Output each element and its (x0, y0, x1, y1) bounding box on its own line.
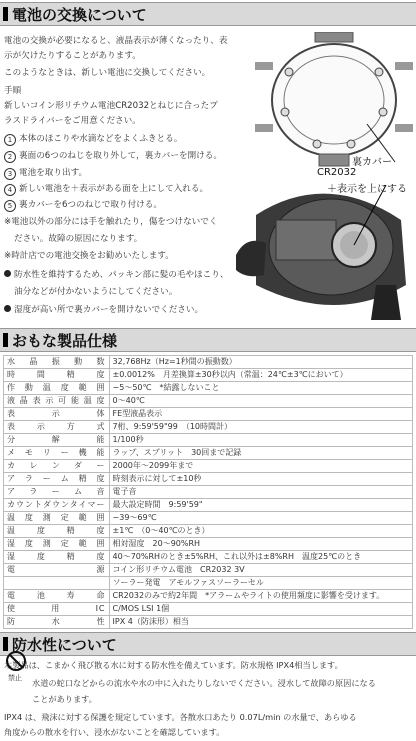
spec-label: アラーム音 (4, 486, 110, 499)
open-watch-photo (236, 175, 416, 325)
bullet-2 (4, 305, 203, 316)
water-line-4: IPX4 は、飛沫に対する保護を規定しています。各散水口あたり 0.07L/min の水量で、あらゆる (4, 712, 357, 722)
step-number-4: 4 (4, 184, 16, 196)
section-header-battery (0, 2, 416, 26)
note-1-line-1: ※電池以外の部分には手を触れたり，傷をつけないでく (4, 217, 218, 227)
step-text-3: 電池を取り出す。 (19, 168, 88, 178)
prohibit-label: 禁止 (8, 674, 22, 682)
spec-row (4, 382, 413, 395)
water-line-3: ことがあります。 (32, 694, 97, 704)
spec-row (4, 590, 413, 603)
step-text-4: 新しい電池を＋表示がある面を上にして入れる。 (19, 184, 209, 194)
procedure-line-2: ラスドライバーをご用意ください。 (4, 116, 141, 126)
spec-row (4, 434, 413, 447)
spec-value: 相対湿度 20〜90%RH (109, 538, 412, 551)
battery-intro-3: このようなときは、新しい電池に交換してください。 (4, 68, 211, 78)
section-header-specs (0, 328, 416, 352)
spec-row (4, 447, 413, 460)
spec-label: 分解能 (4, 434, 110, 447)
step-number-1: 1 (4, 134, 16, 146)
procedure-heading: 手順 (4, 86, 22, 96)
section-title-water: 防水性について (12, 636, 117, 654)
section-title-battery: 電池の交換について (12, 6, 147, 24)
spec-row (4, 538, 413, 551)
spec-label: 使用IC (4, 603, 110, 616)
spec-value: −5〜50℃ *結露しないこと (109, 382, 412, 395)
callout-battery-type: CR2032 (317, 167, 357, 178)
spec-row (4, 486, 413, 499)
spec-value: 2000年〜2099年まで (109, 460, 412, 473)
section-marker (3, 637, 8, 651)
spec-row (4, 460, 413, 473)
spec-row (4, 551, 413, 564)
note-2: ※時計店での電池交換をお勧めいたします。 (4, 251, 174, 261)
spec-row (4, 616, 413, 629)
callout-plus-up: ＋表示を上にする (327, 184, 407, 195)
step-4 (4, 184, 208, 196)
spec-label: 作動温度範囲 (4, 382, 110, 395)
bullet-dot-icon (4, 270, 11, 277)
water-line-5: 角度からの散水を行い、浸水がないことを確認しています。 (4, 727, 225, 737)
step-text-5: 裏カバーを6つのねじで取り付ける。 (19, 200, 162, 210)
step-1 (4, 134, 182, 146)
spec-value: コイン形リチウム電池 CR2032 3V (109, 564, 412, 577)
spec-row (4, 512, 413, 525)
step-text-2: 裏面の6つのねじを取り外して，裏カバーを開ける。 (19, 151, 222, 161)
spec-label: 時間精度 (4, 369, 110, 382)
section-marker (3, 333, 8, 347)
callout-back-cover: 裏カバー (352, 157, 392, 168)
bullet-1-line-1 (4, 270, 228, 281)
procedure-line-1: 新しいコイン形リチウム電池CR2032とねじに合ったプ (4, 101, 218, 111)
section-marker (3, 7, 8, 21)
spec-value: 7桁、9:59'59"99 （10時間計） (109, 421, 412, 434)
note-1-line-2: ださい。故障の原因になります。 (14, 234, 143, 244)
step-number-3: 3 (4, 168, 16, 180)
section-header-water (0, 632, 416, 656)
step-2 (4, 151, 222, 163)
spec-row (4, 473, 413, 486)
spec-label: カウントダウンタイマー (4, 499, 110, 512)
spec-value: ±0.0012% 月差換算±30秒以内（常温：24℃±3℃において） (109, 369, 412, 382)
spec-row (4, 577, 413, 590)
battery-intro-1: 電池の交換が必要になると、液晶表示が薄くなったり、表 (4, 36, 228, 46)
spec-value: ±1℃ （0〜40℃のとき） (109, 525, 412, 538)
spec-label: 液晶表示可能温度 (4, 395, 110, 408)
spec-label: 湿度測定範囲 (4, 538, 110, 551)
spec-label: 水晶振動数 (4, 356, 110, 369)
watch-back-illustration (255, 32, 413, 167)
step-3 (4, 168, 87, 180)
step-5 (4, 200, 162, 212)
step-number-5: 5 (4, 200, 16, 212)
spec-value: FE型液晶表示 (109, 408, 412, 421)
spec-label: メモリー機能 (4, 447, 110, 460)
spec-label: 温度測定範囲 (4, 512, 110, 525)
spec-value: 最大設定時間 9:59'59" (109, 499, 412, 512)
bullet-dot-icon (4, 305, 11, 312)
spec-label: 電池寿命 (4, 590, 110, 603)
spec-value: 0〜40℃ (109, 395, 412, 408)
water-line-1: 本製品は、こまかく飛び散る水に対する防水性を備えています。防水規格 IPX4相当します。 (4, 660, 343, 670)
spec-value: 時刻表示に対して±10秒 (109, 473, 412, 486)
spec-row (4, 603, 413, 616)
spec-label: 表示体 (4, 408, 110, 421)
spec-label (4, 577, 110, 590)
spec-value: −39〜69℃ (109, 512, 412, 525)
battery-intro-2: 示が欠けたりすることがあります。 (4, 51, 141, 61)
spec-row (4, 499, 413, 512)
spec-row (4, 525, 413, 538)
spec-label: 表示方式 (4, 421, 110, 434)
spec-value: 40〜70%RHのとき±5%RH、これ以外は±8%RH 温度25℃のとき (109, 551, 412, 564)
spec-label: 湿度精度 (4, 551, 110, 564)
spec-value: 1/100秒 (109, 434, 412, 447)
spec-table (3, 355, 413, 629)
no-entry-icon (5, 650, 27, 672)
bullet-1-line-2: 油分などが付かないようにしてください。 (14, 287, 178, 297)
spec-row (4, 564, 413, 577)
section-title-specs: おもな製品仕様 (12, 332, 118, 350)
spec-value: ソーラー発電 アモルファスソーラーセル (109, 577, 412, 590)
water-line-2: 水道の蛇口などからの流水や水の中に入れたりしないでください。浸水して故障の原因になる (32, 678, 376, 688)
spec-value: IPX 4（防沫形）相当 (109, 616, 412, 629)
spec-label: 温度精度 (4, 525, 110, 538)
step-text-1: 本体のほこりや水滴などをよくふきとる。 (19, 134, 183, 144)
spec-row (4, 395, 413, 408)
bullet-1-text: 防水性を維持するため、パッキン部に髪の毛やほこり、 (14, 270, 229, 280)
bullet-2-text: 湿度が高い所で裏カバーを開けないでください。 (14, 305, 204, 315)
spec-label: 電源 (4, 564, 110, 577)
spec-row (4, 421, 413, 434)
spec-value: ラップ、スプリット 30回まで記録 (109, 447, 412, 460)
spec-label: 防水性 (4, 616, 110, 629)
spec-value: 電子音 (109, 486, 412, 499)
spec-value: C/MOS LSI 1個 (109, 603, 412, 616)
spec-label: カレンダー (4, 460, 110, 473)
spec-row (4, 356, 413, 369)
spec-value: 32,768Hz（Hz=1秒間の振動数） (109, 356, 412, 369)
spec-label: アラーム精度 (4, 473, 110, 486)
spec-row (4, 369, 413, 382)
step-number-2: 2 (4, 151, 16, 163)
spec-value: CR2032のみで約2年間 *アラームやライトの使用頻度に影響を受けます。 (109, 590, 412, 603)
spec-row (4, 408, 413, 421)
